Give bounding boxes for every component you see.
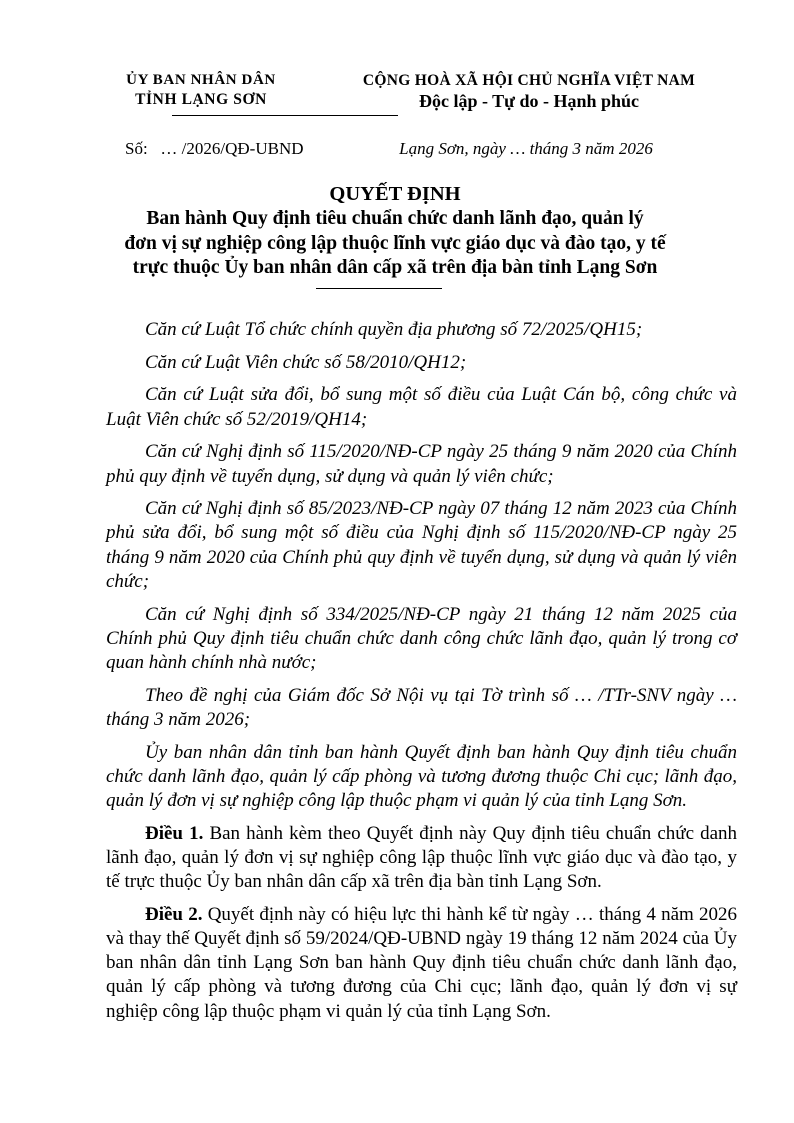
place-and-date: Lạng Sơn, ngày … tháng 3 năm 2026 [399, 139, 653, 158]
preamble-paragraph: Căn cứ Nghị định số 115/2020/NĐ-CP ngày 25 tháng 9 năm 2020 của Chính phủ quy định về tuyển dụng, sử dụng và quản lý viên chức; [106, 441, 737, 487]
preamble-paragraph: Ủy ban nhân dân tỉnh ban hành Quyết định ban hành Quy định tiêu chuẩn chức danh lãnh đạo, quản lý cấp phòng và tương đương thuộc Chi cục; lãnh đạo, quản lý đơn vị sự nghiệp công lập thuộc phạm vi quản lý của tỉnh Lạng Sơn. [106, 741, 737, 811]
title-block [58, 181, 732, 289]
article-text: Quyết định này có hiệu lực thi hành kể từ ngày … tháng 4 năm 2026 và thay thế Quyết định số 59/2024/QĐ-UBND ngày 19 tháng 12 năm 2024 của Ủy ban nhân dân tỉnh Lạng Sơn ban hành Quy định tiêu chuẩn chức danh lãnh đạo, quản lý cấp phòng và tương đương của Chi cục; lãnh đạo, quản lý đơn vị sự nghiệp công lập thuộc phạm vi quản lý của tỉnh Lạng Sơn. [106, 903, 738, 1022]
preamble-paragraph: Căn cứ Nghị định số 334/2025/NĐ-CP ngày 21 tháng 12 năm 2025 của Chính phủ Quy định tiêu chuẩn chức danh công chức lãnh đạo, quản lý trong cơ quan hành chính nhà nước; [106, 603, 737, 673]
header-separator-rule [172, 115, 398, 116]
national-header-block [344, 71, 714, 112]
issuing-authority-block [60, 71, 342, 109]
preamble-paragraph: Căn cứ Luật Viên chức số 58/2010/QH12; [145, 351, 467, 373]
document-header [0, 71, 794, 141]
article-text: Ban hành kèm theo Quyết định này Quy định tiêu chuẩn chức danh lãnh đạo, quản lý đơn vị sự nghiệp công lập thuộc lĩnh vực giáo dục và đào tạo, y tế trực thuộc Ủy ban nhân dân cấp xã trên địa bàn tỉnh Lạng Sơn. [106, 822, 738, 893]
title-separator-rule [316, 288, 442, 289]
preamble-paragraph: Căn cứ Luật Tổ chức chính quyền địa phương số 72/2025/QH15; [145, 319, 643, 340]
issuing-authority-province: TỈNH LẠNG SƠN [135, 91, 267, 108]
national-motto: Độc lập - Tự do - Hạnh phúc [418, 91, 640, 111]
issuing-authority-name: ỦY BAN NHÂN DÂN [126, 72, 276, 88]
document-type-heading: QUYẾT ĐỊNH [329, 183, 461, 205]
article-paragraph [106, 822, 737, 895]
preamble-paragraph: Theo đề nghị của Giám đốc Sở Nội vụ tại Tờ trình số … /TTr-SNV ngày … tháng 3 năm 2026; [106, 684, 737, 730]
article-label: Điều 1. [145, 822, 204, 844]
number-date-row [60, 139, 734, 161]
title-subtitle-line: Ban hành Quy định tiêu chuẩn chức danh lãnh đạo, quản lý [146, 208, 644, 229]
title-subtitle-line: trực thuộc Ủy ban nhân dân cấp xã trên địa bàn tỉnh Lạng Sơn [132, 257, 658, 278]
document-body [106, 318, 737, 1032]
preamble-paragraph: Căn cứ Nghị định số 85/2023/NĐ-CP ngày 07 tháng 12 năm 2023 của Chính phủ sửa đổi, bổ sung một số điều của Nghị định số 115/2020/NĐ-CP ngày 25 tháng 9 năm 2020 của Chính phủ quy định về tuyển dụng, sử dụng và quản lý viên chức; [106, 498, 737, 592]
national-title: CỘNG HOÀ XÃ HỘI CHỦ NGHĨA VIỆT NAM [362, 72, 696, 89]
title-subtitle-line: đơn vị sự nghiệp công lập thuộc lĩnh vực giáo dục và đào tạo, y tế [124, 232, 666, 254]
article-label: Điều 2. [145, 903, 203, 925]
article-paragraph [106, 903, 737, 1024]
preamble-paragraph: Căn cứ Luật sửa đổi, bổ sung một số điều của Luật Cán bộ, công chức và Luật Viên chức số 52/2019/QH14; [106, 384, 737, 430]
document-number: Số: … /2026/QĐ-UBND [125, 139, 304, 158]
